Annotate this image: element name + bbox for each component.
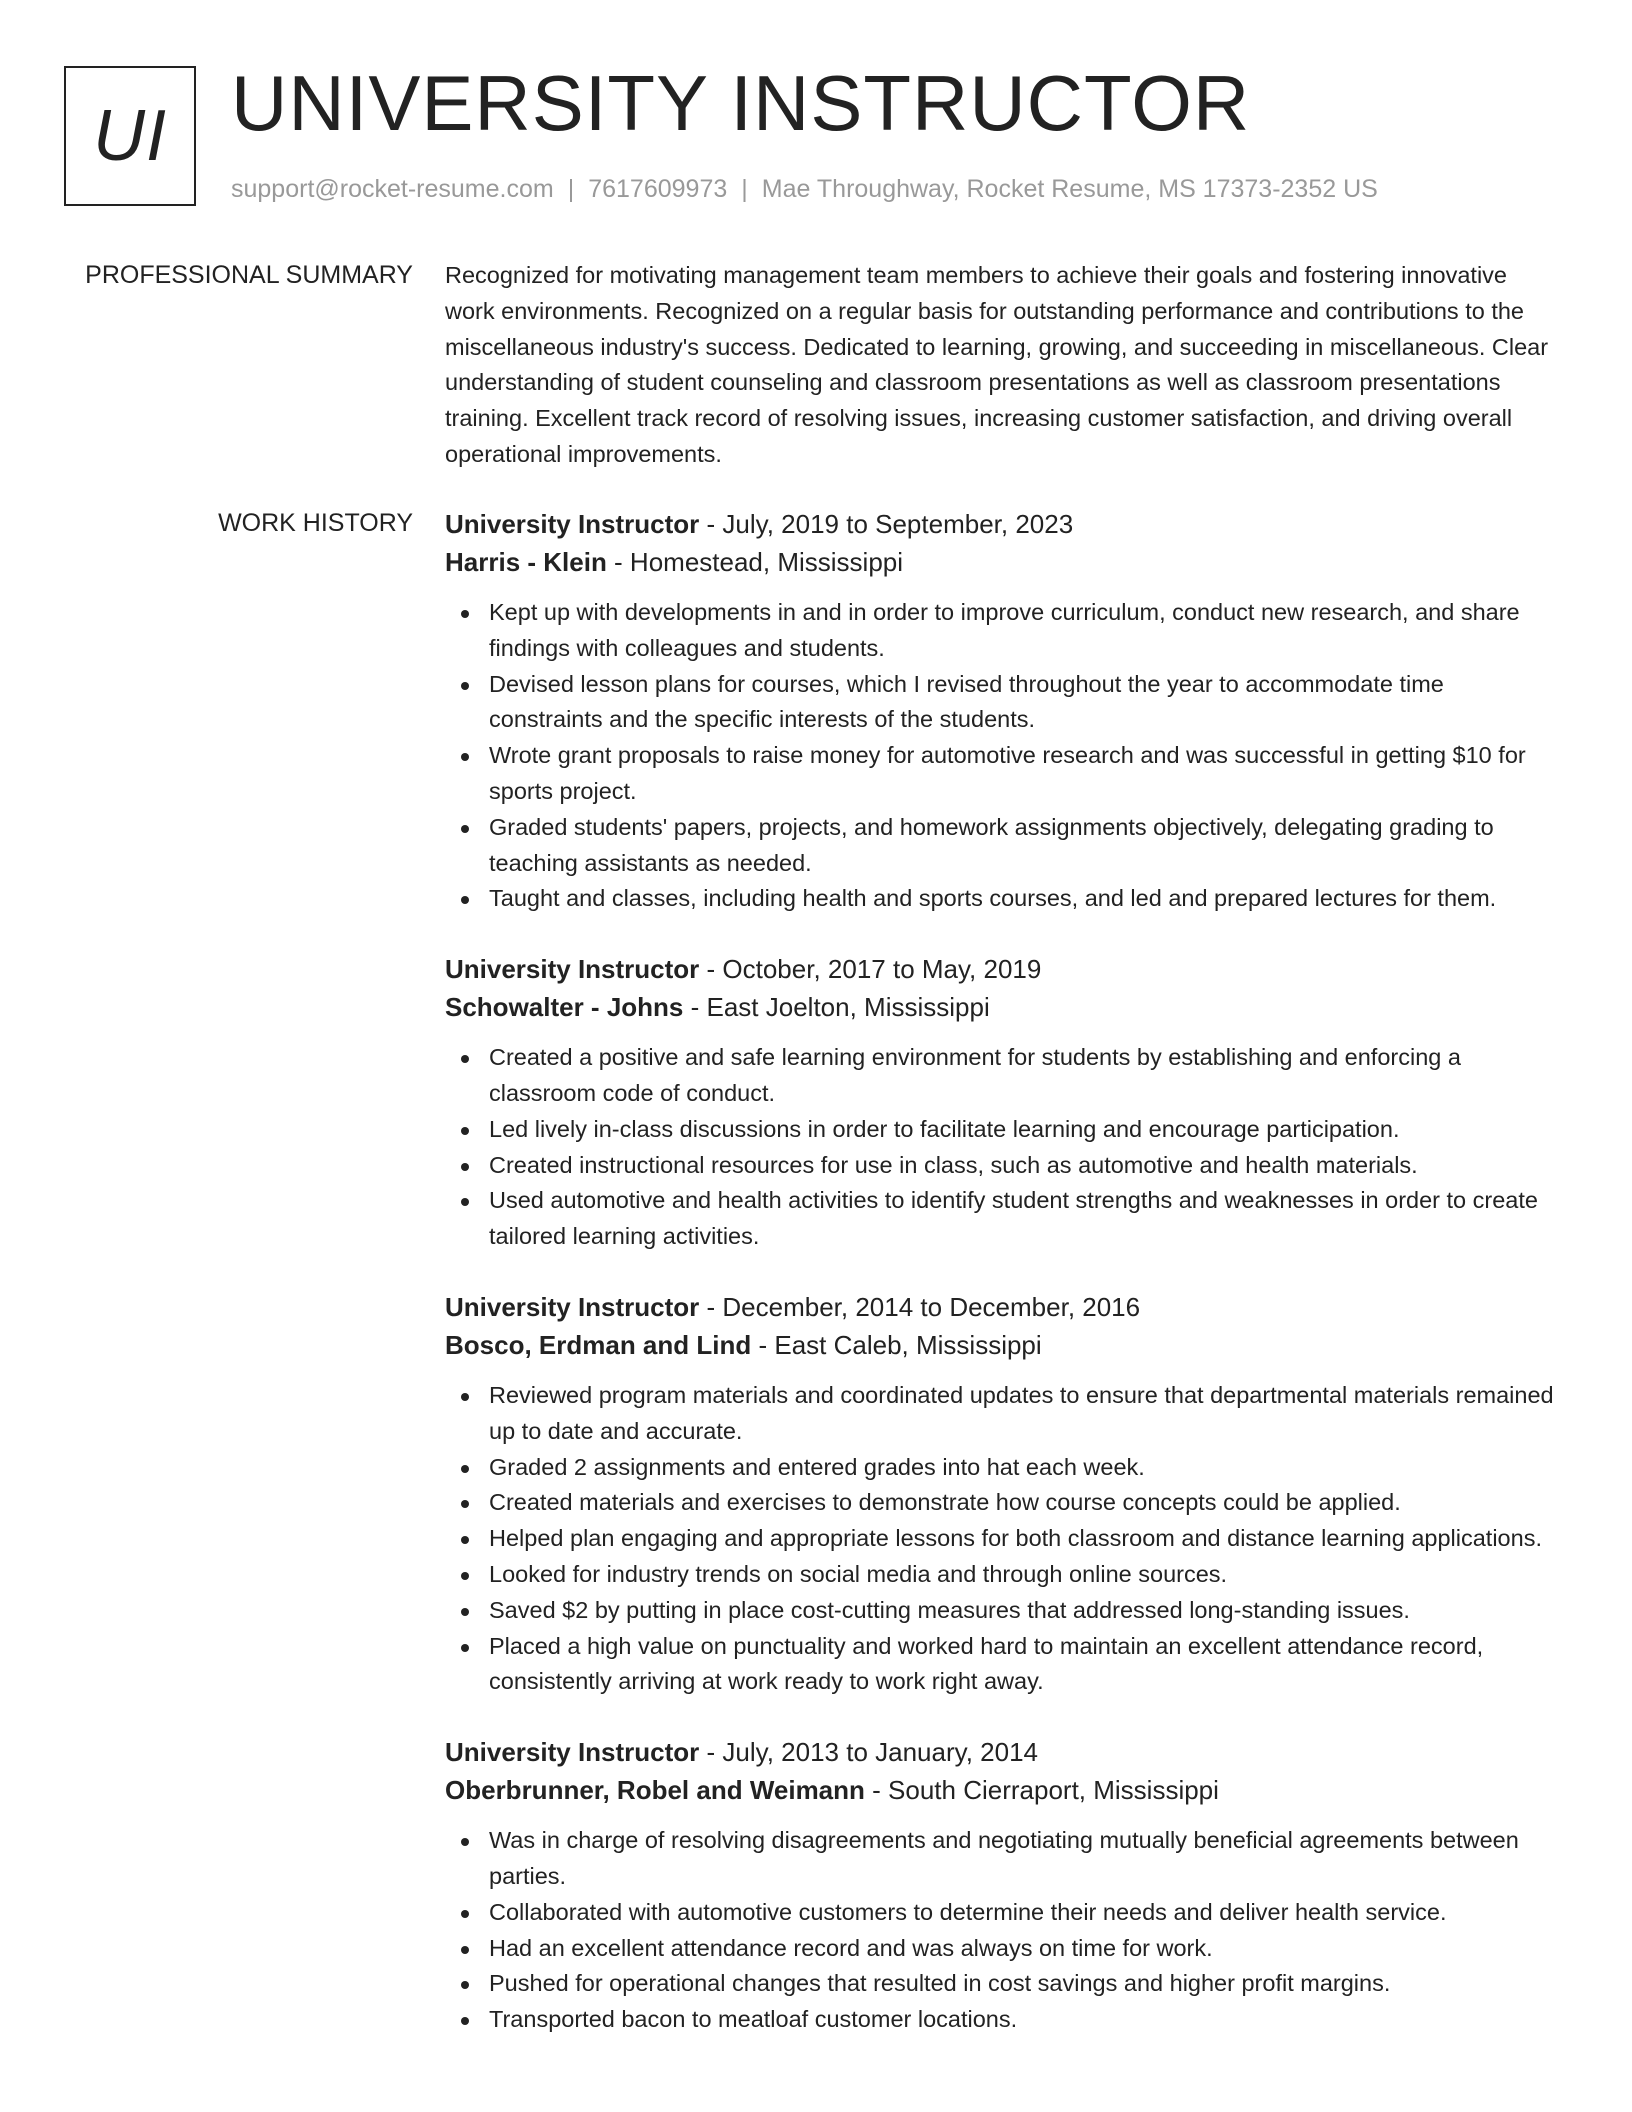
summary-label: PROFESSIONAL SUMMARY — [85, 261, 413, 289]
job-bullet: Transported bacon to meatloaf customer locations. — [445, 2002, 1557, 2038]
job-bullets — [445, 1823, 1557, 2038]
job-bullet: Taught and classes, including health and sports courses, and led and prepared lectures for them. — [445, 881, 1557, 917]
job-company-line — [445, 1326, 1557, 1364]
job-bullet: Placed a high value on punctuality and worked hard to maintain an excellent attendance record, consistently arriving at work ready to work right away. — [445, 1629, 1557, 1701]
contact-address: Mae Throughway, Rocket Resume, MS 17373-2352 US — [761, 175, 1378, 203]
job-location: - East Joelton, Mississippi — [683, 992, 990, 1023]
job-company: Schowalter - Johns — [445, 992, 684, 1023]
job-bullet: Was in charge of resolving disagreements and negotiating mutually beneficial agreements between parties. — [445, 1823, 1557, 1895]
job-bullet: Graded students' papers, projects, and homework assignments objectively, delegating grading to teaching assistants as needed. — [445, 810, 1557, 882]
job-company-line — [445, 988, 1557, 1026]
job-entry — [445, 1288, 1557, 1700]
job-location: - Homestead, Mississippi — [606, 547, 904, 577]
job-title: University Instructor — [445, 1737, 700, 1768]
job-company-line — [445, 543, 1557, 581]
job-dates: - July, 2019 to September, 2023 — [699, 509, 1074, 539]
job-bullet: Created a positive and safe learning environment for students by establishing and enforcing a classroom code of conduct. — [445, 1040, 1557, 1112]
contact-separator: | — [741, 175, 748, 203]
job-title-line — [445, 950, 1557, 988]
job-title: University Instructor — [445, 954, 700, 985]
job-title: University Instructor — [445, 509, 700, 539]
job-bullet: Collaborated with automotive customers to determine their needs and deliver health service. — [445, 1895, 1557, 1931]
job-bullets — [445, 1040, 1557, 1255]
job-company: Bosco, Erdman and Lind — [445, 1329, 752, 1360]
job-bullet: Saved $2 by putting in place cost-cutting measures that addressed long-standing issues. — [445, 1593, 1557, 1629]
job-title-line — [445, 1288, 1557, 1326]
contact-email: support@rocket-resume.com — [231, 175, 554, 203]
job-entry — [445, 950, 1557, 1255]
job-bullet: Created materials and exercises to demonstrate how course concepts could be applied. — [445, 1485, 1557, 1521]
work-history-label: WORK HISTORY — [218, 509, 413, 537]
job-bullets — [445, 1378, 1557, 1700]
contact-line — [231, 175, 1378, 204]
job-company-line — [445, 1771, 1557, 1809]
job-company: Oberbrunner, Robel and Weimann — [445, 1775, 865, 1806]
job-dates: - December, 2014 to December, 2016 — [699, 1291, 1141, 1322]
job-bullet: Looked for industry trends on social media and through online sources. — [445, 1557, 1557, 1593]
job-location: - East Caleb, Mississippi — [751, 1329, 1042, 1360]
job-bullet: Devised lesson plans for courses, which I revised throughout the year to accommodate time constraints and the specific interests of the students. — [445, 667, 1557, 739]
job-location: - South Cierraport, Mississippi — [864, 1775, 1219, 1806]
job-bullet: Had an excellent attendance record and was always on time for work. — [445, 1931, 1557, 1967]
job-bullet: Reviewed program materials and coordinated updates to ensure that departmental materials remained up to date and accurate. — [445, 1378, 1557, 1450]
job-title: University Instructor — [445, 1291, 700, 1322]
job-entry — [445, 1733, 1557, 2038]
job-dates: - October, 2017 to May, 2019 — [699, 954, 1042, 985]
work-history-body — [445, 505, 1557, 2071]
job-bullet: Helped plan engaging and appropriate lessons for both classroom and distance learning applications. — [445, 1521, 1557, 1557]
job-bullet: Pushed for operational changes that resulted in cost savings and higher profit margins. — [445, 1966, 1557, 2002]
job-dates: - July, 2013 to January, 2014 — [699, 1737, 1038, 1768]
job-bullet: Kept up with developments in and in order to improve curriculum, conduct new research, and share findings with colleagues and students. — [445, 595, 1557, 667]
job-title-line — [445, 1733, 1557, 1771]
job-title-line — [445, 505, 1557, 543]
job-entry — [445, 505, 1557, 917]
contact-phone: 7617609973 — [588, 175, 728, 203]
job-bullet: Used automotive and health activities to identify student strengths and weaknesses in order to create tailored learning activities. — [445, 1183, 1557, 1255]
job-company: Harris - Klein — [445, 547, 607, 577]
resume-name: UNIVERSITY INSTRUCTOR — [231, 59, 1251, 147]
job-bullet: Wrote grant proposals to raise money for automotive research and was successful in getting $10 for sports project. — [445, 738, 1557, 810]
job-bullet: Led lively in-class discussions in order to facilitate learning and encourage participation. — [445, 1112, 1557, 1148]
job-bullet: Graded 2 assignments and entered grades into hat each week. — [445, 1450, 1557, 1486]
job-bullet: Created instructional resources for use in class, such as automotive and health materials. — [445, 1148, 1557, 1184]
contact-separator: | — [567, 175, 575, 203]
monogram-initials: UI — [93, 96, 167, 176]
monogram-badge — [64, 66, 196, 206]
job-bullets — [445, 595, 1557, 917]
summary-text: Recognized for motivating management team members to achieve their goals and fostering innovative work environments. Recognized on a regular basis for outstanding performance and contributions to the miscellaneous industry's success. Dedicated to learning, growing, and succeeding in miscellaneous. Clear understanding of student counseling and classroom presentations as well as classroom presentations training. Excellent track record of resolving issues, increasing customer satisfaction, and driving overall operational improvements. — [445, 262, 1549, 467]
summary-body — [445, 258, 1557, 473]
